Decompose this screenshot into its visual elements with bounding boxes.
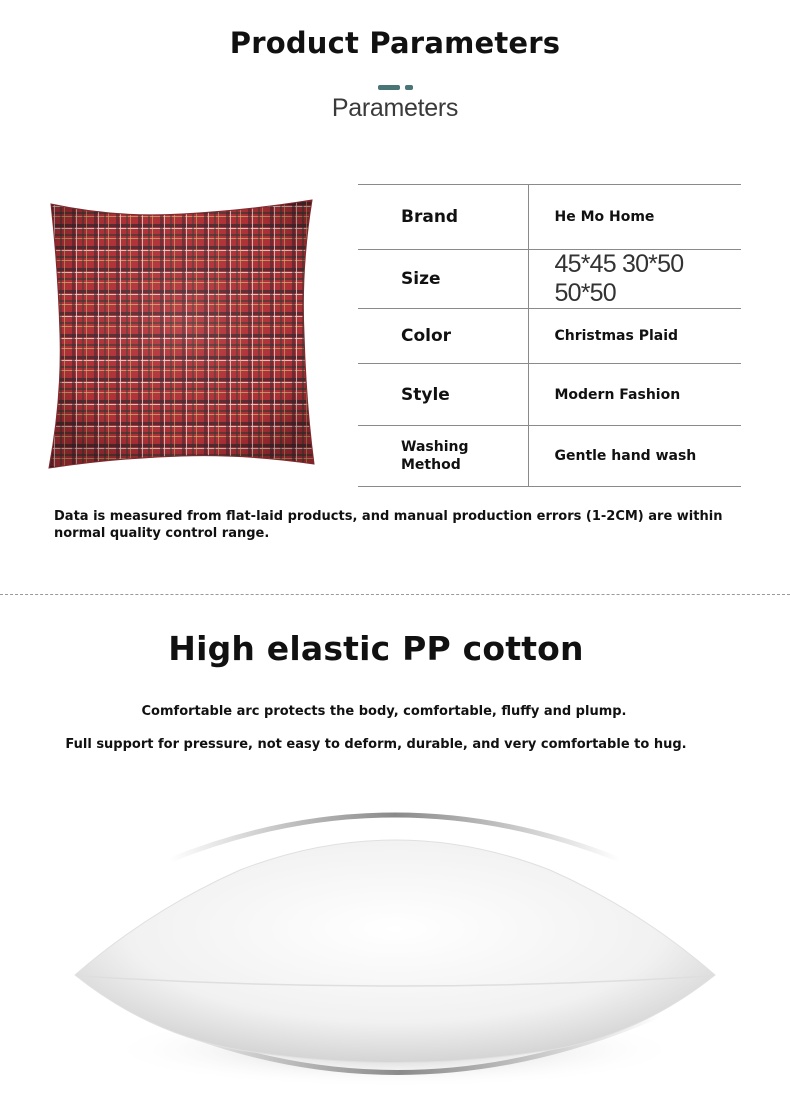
feature-line-2: Full support for pressure, not easy to deform, durable, and very comfortable to hug. [65, 737, 687, 752]
table-row [358, 185, 741, 250]
parameters-table [358, 184, 741, 487]
param-label: Brand [358, 185, 529, 250]
plaid-pillow-image [46, 198, 318, 470]
param-value: Christmas Plaid [529, 309, 741, 364]
param-label: Color [358, 309, 529, 364]
param-value: 45*45 30*50 50*50 [529, 250, 741, 309]
accent-bar-short [405, 85, 413, 90]
param-value: Modern Fashion [529, 364, 741, 426]
pillow-shading [49, 200, 314, 468]
title-accent [378, 85, 414, 90]
section-divider [0, 594, 790, 595]
feature-headline: High elastic PP cotton [168, 629, 584, 668]
param-label: Washing Method [358, 426, 529, 487]
feature-line-1: Comfortable arc protects the body, comfortable, fluffy and plump. [141, 704, 627, 719]
accent-bar-long [378, 85, 400, 90]
table-row [358, 309, 741, 364]
table-row [358, 426, 741, 487]
table-row [358, 364, 741, 426]
section-subtitle: Parameters [331, 94, 459, 122]
table-row [358, 250, 741, 309]
pillow-insert-image [60, 800, 730, 1100]
page-title: Product Parameters [229, 26, 561, 60]
param-value: Gentle hand wash [529, 426, 741, 487]
measurement-note: Data is measured from flat-laid products, and manual production errors (1-2CM) are within normal quality control range. [54, 509, 723, 541]
param-label: Style [358, 364, 529, 426]
param-value: He Mo Home [529, 185, 741, 250]
insert-body [75, 840, 715, 1063]
param-label: Size [358, 250, 529, 309]
